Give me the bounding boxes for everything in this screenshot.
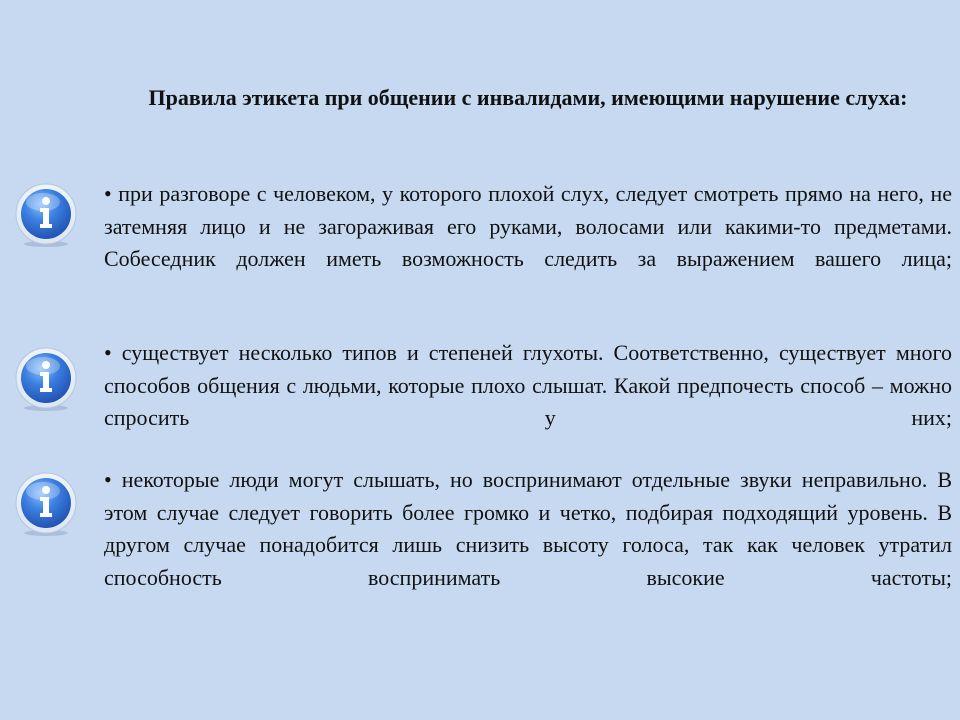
info-icon [13,346,79,412]
info-icon [13,471,79,537]
paragraph-2: • существует несколько типов и степеней глухоты. Соответственно, существует много способов общения с людьми, которые плохо слышат. Какой предпочесть способ – можно спросить у них; [104,340,952,430]
paragraph-3: • некоторые люди могут слышать, но воспринимают отдельные звуки неправильно. В этом случае следует говорить более громко и четко, подбирая подходящий уровень. В другом случае понадобится лишь снизить высоту голоса, так как человек утратил способность воспринимать высокие частоты; [104,467,952,590]
info-icon [13,182,79,248]
slide-title: Правила этикета при общении с инвалидами, имеющими нарушение слуха: [148,85,908,110]
paragraph-1: • при разговоре с человеком, у которого плохой слух, следует смотреть прямо на него, не затемняя лицо и не загораживая его руками, волосами или какими-то предметами. Собеседник должен иметь возможность следить за выражением вашего лица; [104,181,952,271]
